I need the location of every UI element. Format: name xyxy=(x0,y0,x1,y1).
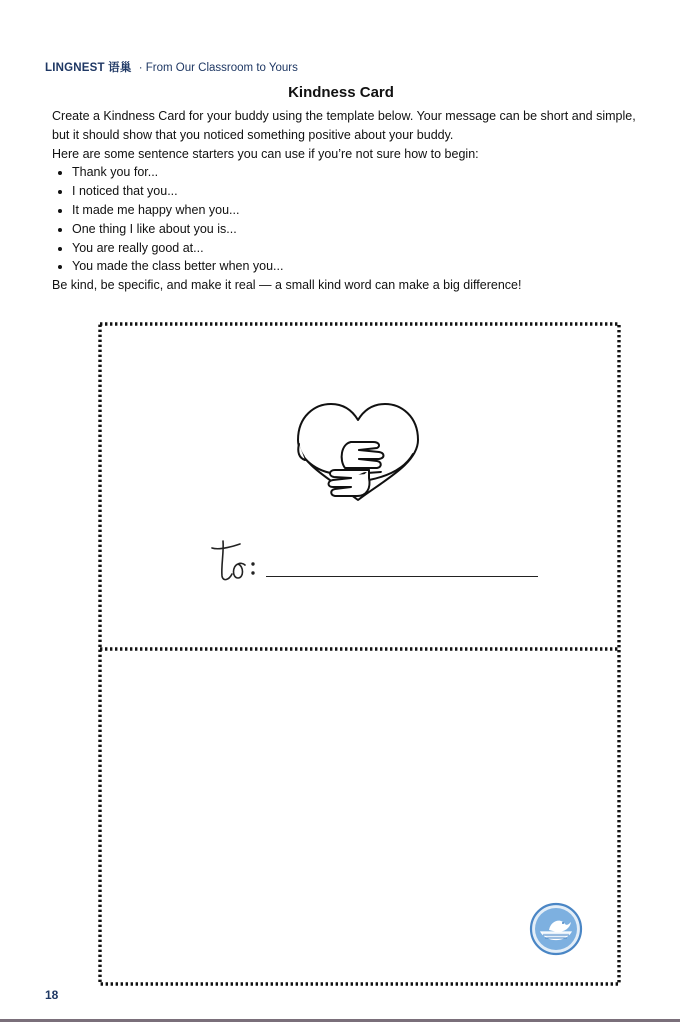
list-item: • You are really good at... xyxy=(72,239,642,258)
lingnest-bird-nest-logo xyxy=(529,902,583,956)
instructions xyxy=(52,107,642,295)
kindness-card-template xyxy=(98,322,621,986)
list-item: • You made the class better when you... xyxy=(72,257,642,276)
to-label xyxy=(208,536,258,582)
page-title: Kindness Card xyxy=(288,84,394,101)
sentence-starter-list xyxy=(52,163,642,276)
page-number: 18 xyxy=(45,988,59,1002)
starters-intro: Here are some sentence starters you can use if you’re not sure how to begin: xyxy=(52,146,479,161)
list-item: • Thank you for... xyxy=(72,163,642,182)
page-header xyxy=(45,59,298,75)
heart-hug-icon xyxy=(295,402,421,502)
closing-line: Be kind, be specific, and make it real — a small kind word can make a big difference! xyxy=(52,278,522,293)
intro-paragraph: Create a Kindness Card for your buddy using the template below. Your message can be short and simple, but it should show that you noticed something positive about your buddy. xyxy=(52,109,636,142)
list-item: • It made me happy when you... xyxy=(72,201,642,220)
list-item: • One thing I like about you is... xyxy=(72,220,642,239)
list-item: • I noticed that you... xyxy=(72,182,642,201)
brand-name: LINGNEST 语巢 xyxy=(45,62,132,74)
to-write-line xyxy=(266,576,538,577)
brand-tagline: · From Our Classroom to Yours xyxy=(138,62,298,74)
